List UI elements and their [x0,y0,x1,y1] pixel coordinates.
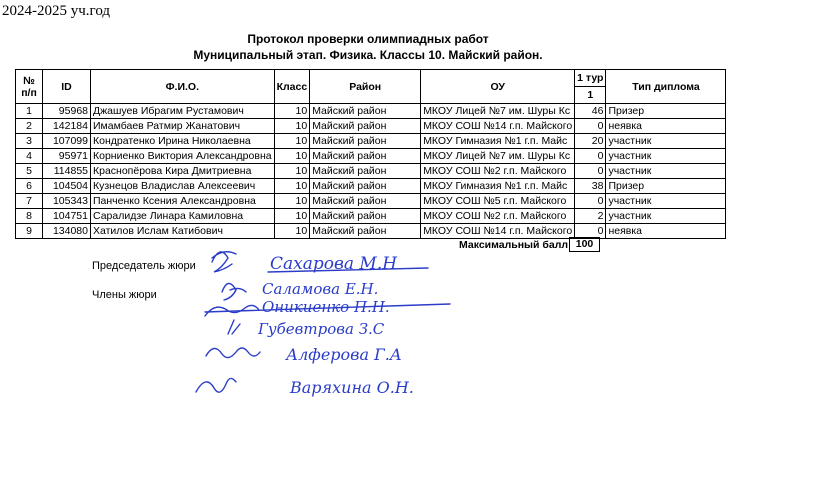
row-num: 9 [16,224,43,239]
row-num: 3 [16,134,43,149]
row-num: 2 [16,119,43,134]
row-class: 10 [274,119,310,134]
row-fio: Корниенко Виктория Александровна [91,149,275,164]
row-fio: Краснопёрова Кира Дмитриевна [91,164,275,179]
row-fio: Саралидзе Линара Камиловна [91,209,275,224]
member3-signature-scribble [228,320,240,334]
row-school: МКОУ СОШ №2 г.п. Майского [421,209,575,224]
member3-signature-name: Губевтрова З.С [258,320,385,338]
row-diploma: участник [606,164,726,179]
header-fio: Ф.И.О. [91,70,275,104]
row-score: 0 [575,194,606,209]
row-num: 5 [16,164,43,179]
protocol-title: Протокол проверки олимпиадных работ [247,32,489,46]
row-district: Майский район [310,209,421,224]
row-id: 105343 [43,194,91,209]
row-district: Майский район [310,119,421,134]
row-id: 142184 [43,119,91,134]
row-diploma: Призер [606,179,726,194]
row-score: 38 [575,179,606,194]
row-school: МКОУ Гимназия №1 г.п. Майс [421,179,575,194]
row-id: 107099 [43,134,91,149]
row-district: Майский район [310,179,421,194]
row-fio: Имамбаев Ратмир Жанатович [91,119,275,134]
row-school: МКОУ СОШ №5 г.п. Майского [421,194,575,209]
row-score: 0 [575,224,606,239]
row-num: 4 [16,149,43,164]
row-district: Майский район [310,224,421,239]
member4-signature-name: Алферова Г.А [286,345,402,364]
academic-year-note: 2024-2025 уч.год [2,3,111,19]
member1-signature-scribble [222,283,246,300]
member1-signature-name: Саламова Е.Н. [262,280,379,298]
row-diploma: участник [606,149,726,164]
row-score: 20 [575,134,606,149]
row-num: 1 [16,104,43,119]
row-school: МКОУ Лицей №7 им. Шуры Кс [421,149,575,164]
row-district: Майский район [310,194,421,209]
max-score-label: Максимальный балл [459,239,569,251]
row-fio: Кузнецов Владислав Алексеевич [91,179,275,194]
row-id: 95971 [43,149,91,164]
row-diploma: Призер [606,104,726,119]
members-label: Члены жюри [92,289,157,301]
header-id: ID [43,70,91,104]
row-diploma: участник [606,209,726,224]
row-class: 10 [274,179,310,194]
row-district: Майский район [310,134,421,149]
row-score: 46 [575,104,606,119]
row-score: 2 [575,209,606,224]
row-class: 10 [274,209,310,224]
row-fio: Джашуев Ибрагим Рустамович [91,104,275,119]
chair-signature-scribble [212,252,236,272]
row-district: Майский район [310,149,421,164]
row-fio: Хатилов Ислам Катибович [91,224,275,239]
header-district: Район [310,70,421,104]
header-num: № п/п [16,70,43,104]
row-num: 8 [16,209,43,224]
row-class: 10 [274,164,310,179]
row-fio: Кондратенко Ирина Николаевна [91,134,275,149]
row-diploma: неявка [606,119,726,134]
row-score: 0 [575,164,606,179]
member4-signature-scribble [206,348,260,358]
member5-signature-scribble [196,378,236,392]
row-fio: Панченко Ксения Александровна [91,194,275,209]
header-class: Класс [274,70,310,104]
row-school: МКОУ СОШ №14 г.п. Майского [421,119,575,134]
row-diploma: участник [606,134,726,149]
row-score: 0 [575,119,606,134]
row-school: МКОУ СОШ №2 г.п. Майского [421,164,575,179]
row-district: Майский район [310,104,421,119]
row-num: 7 [16,194,43,209]
row-class: 10 [274,194,310,209]
row-score: 0 [575,149,606,164]
header-tour-sub: 1 [575,87,606,104]
header-school: ОУ [421,70,575,104]
row-class: 10 [274,104,310,119]
row-class: 10 [274,149,310,164]
chair-signature-name: Сахарова М.Н [270,254,398,274]
member5-signature-name: Варяхина О.Н. [290,378,414,397]
header-diploma: Тип диплома [606,70,726,104]
row-school: МКОУ Гимназия №1 г.п. Майс [421,134,575,149]
row-id: 104751 [43,209,91,224]
row-school: МКОУ Лицей №7 им. Шуры Кс [421,104,575,119]
row-school: МКОУ СОШ №14 г.п. Майского [421,224,575,239]
row-id: 134080 [43,224,91,239]
max-score-value: 100 [569,237,600,252]
row-id: 104504 [43,179,91,194]
row-class: 10 [274,134,310,149]
protocol-subtitle: Муниципальный этап. Физика. Классы 10. Майский район. [193,48,543,62]
row-district: Майский район [310,164,421,179]
row-id: 114855 [43,164,91,179]
row-num: 6 [16,179,43,194]
row-diploma: неявка [606,224,726,239]
row-class: 10 [274,224,310,239]
row-id: 95968 [43,104,91,119]
header-tour: 1 тур [575,70,606,87]
chair-label: Председатель жюри [92,260,196,272]
member2-signature-name: Оникиенко П.Н. [262,298,390,316]
row-diploma: участник [606,194,726,209]
